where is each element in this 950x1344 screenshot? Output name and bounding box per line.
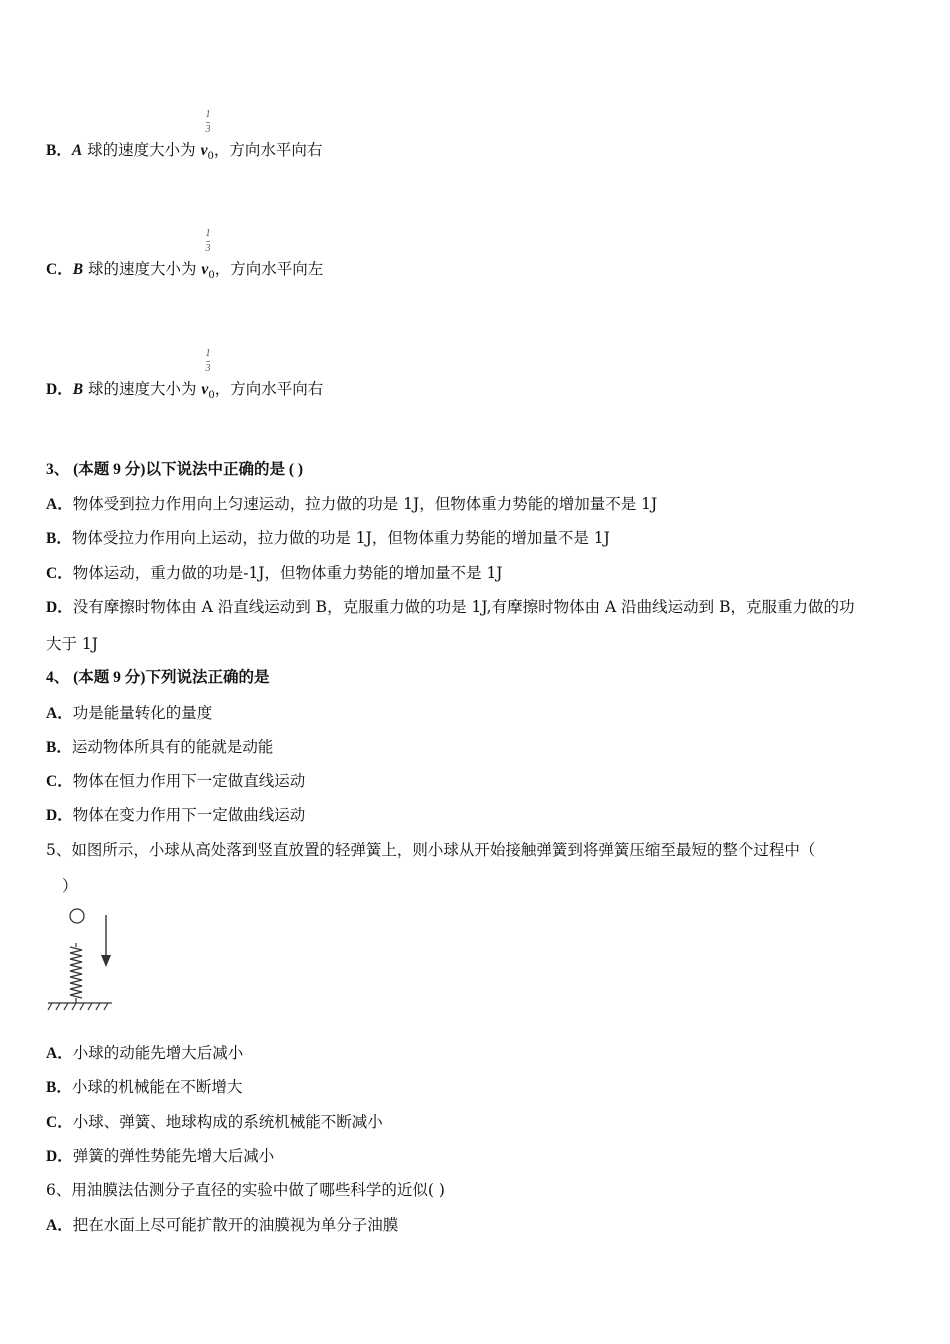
fraction-numerator: 1 xyxy=(205,109,211,120)
option-text: 物体在变力作用下一定做曲线运动 xyxy=(72,806,306,824)
q5-option-a xyxy=(46,1043,243,1064)
option-letter: B． xyxy=(46,530,72,547)
q2-option-b xyxy=(46,140,322,167)
spring-icon xyxy=(70,943,82,1003)
option-letter: D． xyxy=(46,807,73,824)
option-text: 物体受到拉力作用向上匀速运动，拉力做的功是 1J，但物体重力势能的增加量不是 1J xyxy=(72,495,658,513)
q4-option-b xyxy=(46,737,273,758)
q6-option-a xyxy=(46,1215,398,1236)
fraction-one-third xyxy=(203,349,213,374)
q2-option-d xyxy=(46,379,323,406)
q3-option-b xyxy=(46,528,610,549)
option-text: 球的速度大小为 xyxy=(87,260,202,278)
option-object: A xyxy=(71,142,83,159)
option-letter: C． xyxy=(46,565,73,582)
option-tail: ，方向水平向左 xyxy=(214,260,324,278)
q4-option-d xyxy=(46,805,305,826)
q3-option-a xyxy=(46,494,657,515)
spring-ball-diagram xyxy=(46,905,118,1015)
q3-option-c xyxy=(46,563,503,584)
option-text: 弹簧的弹性势能先增大后减小 xyxy=(72,1147,275,1165)
option-text: 小球、弹簧、地球构成的系统机械能不断减小 xyxy=(72,1113,383,1131)
ground-icon xyxy=(48,1003,112,1010)
fraction-bar xyxy=(206,361,210,362)
fraction-denominator: 3 xyxy=(205,124,211,135)
option-text: 物体受拉力作用向上运动，拉力做的功是 1J，但物体重力势能的增加量不是 1J xyxy=(71,529,610,547)
fraction-numerator: 1 xyxy=(205,348,211,359)
option-text: 没有摩擦时物体由 A 沿直线运动到 B，克服重力做的功是 1J,有摩擦时物体由 A 沿曲线运动到 B，克服重力做的功 xyxy=(72,598,855,616)
option-text: 功是能量转化的量度 xyxy=(72,704,213,722)
q4-option-a xyxy=(46,703,212,724)
velocity-subscript: 0 xyxy=(208,390,215,402)
spring-ball-figure xyxy=(46,905,118,1019)
fraction-denominator: 3 xyxy=(205,243,211,254)
option-letter: D． xyxy=(46,1148,73,1165)
q5-option-d xyxy=(46,1146,274,1167)
option-object: B xyxy=(72,381,84,398)
option-text: 把在水面上尽可能扩散开的油膜视为单分子油膜 xyxy=(72,1216,399,1234)
q5-option-c xyxy=(46,1112,383,1133)
option-tail: ，方向水平向右 xyxy=(213,141,323,159)
fraction-bar xyxy=(206,122,210,123)
option-letter: C． xyxy=(46,1114,73,1131)
option-text: 物体在恒力作用下一定做直线运动 xyxy=(72,772,306,790)
option-letter: A． xyxy=(46,1045,73,1062)
q3-option-d-continuation: 大于 1J xyxy=(46,635,99,653)
velocity-subscript: 0 xyxy=(208,270,215,282)
velocity-symbol: v xyxy=(200,142,208,159)
option-text: 物体运动，重力做的功是-1J，但物体重力势能的增加量不是 1J xyxy=(72,564,503,582)
q5-option-b xyxy=(46,1077,242,1098)
velocity-subscript: 0 xyxy=(207,151,214,163)
fraction-numerator: 1 xyxy=(205,228,211,239)
arrow-head-icon xyxy=(101,955,111,967)
fraction-denominator: 3 xyxy=(205,363,211,374)
option-text: 运动物体所具有的能就是动能 xyxy=(71,738,274,756)
q5-title: 5、如图所示，小球从高处落到竖直放置的轻弹簧上，则小球从开始接触弹簧到将弹簧压缩至最短的整个过程中（ xyxy=(46,841,816,859)
fraction-bar xyxy=(206,241,210,242)
velocity-symbol: v xyxy=(201,381,209,398)
option-text: 球的速度大小为 xyxy=(87,141,201,159)
q4-title: 4、 (本题 9 分)下列说法正确的是 xyxy=(46,669,270,686)
option-text: 小球的机械能在不断增大 xyxy=(71,1078,243,1096)
option-letter: B． xyxy=(46,739,72,756)
q3-title: 3、 (本题 9 分)以下说法中正确的是 ( ) xyxy=(46,461,304,478)
q4-option-c xyxy=(46,771,305,792)
q3-option-d xyxy=(46,597,854,618)
fraction-one-third xyxy=(203,229,213,254)
option-letter: D． xyxy=(46,381,73,398)
option-letter: B． xyxy=(46,1079,72,1096)
q5-title-continuation: ） xyxy=(62,877,78,895)
option-tail: ，方向水平向右 xyxy=(214,380,324,398)
option-object: B xyxy=(72,261,84,278)
option-letter: B． xyxy=(46,142,72,159)
option-letter: D． xyxy=(46,599,73,616)
q6-title: 6、用油膜法估测分子直径的实验中做了哪些科学的近似( ) xyxy=(46,1181,445,1199)
option-letter: C． xyxy=(46,261,73,278)
velocity-symbol: v xyxy=(201,261,209,278)
option-letter: A． xyxy=(46,705,73,722)
option-letter: A． xyxy=(46,496,73,513)
ball-icon xyxy=(70,909,84,923)
option-letter: C． xyxy=(46,773,73,790)
option-text: 小球的动能先增大后减小 xyxy=(72,1044,244,1062)
option-text: 球的速度大小为 xyxy=(87,380,202,398)
option-letter: A． xyxy=(46,1217,73,1234)
q2-option-c xyxy=(46,259,323,286)
fraction-one-third xyxy=(203,110,213,135)
